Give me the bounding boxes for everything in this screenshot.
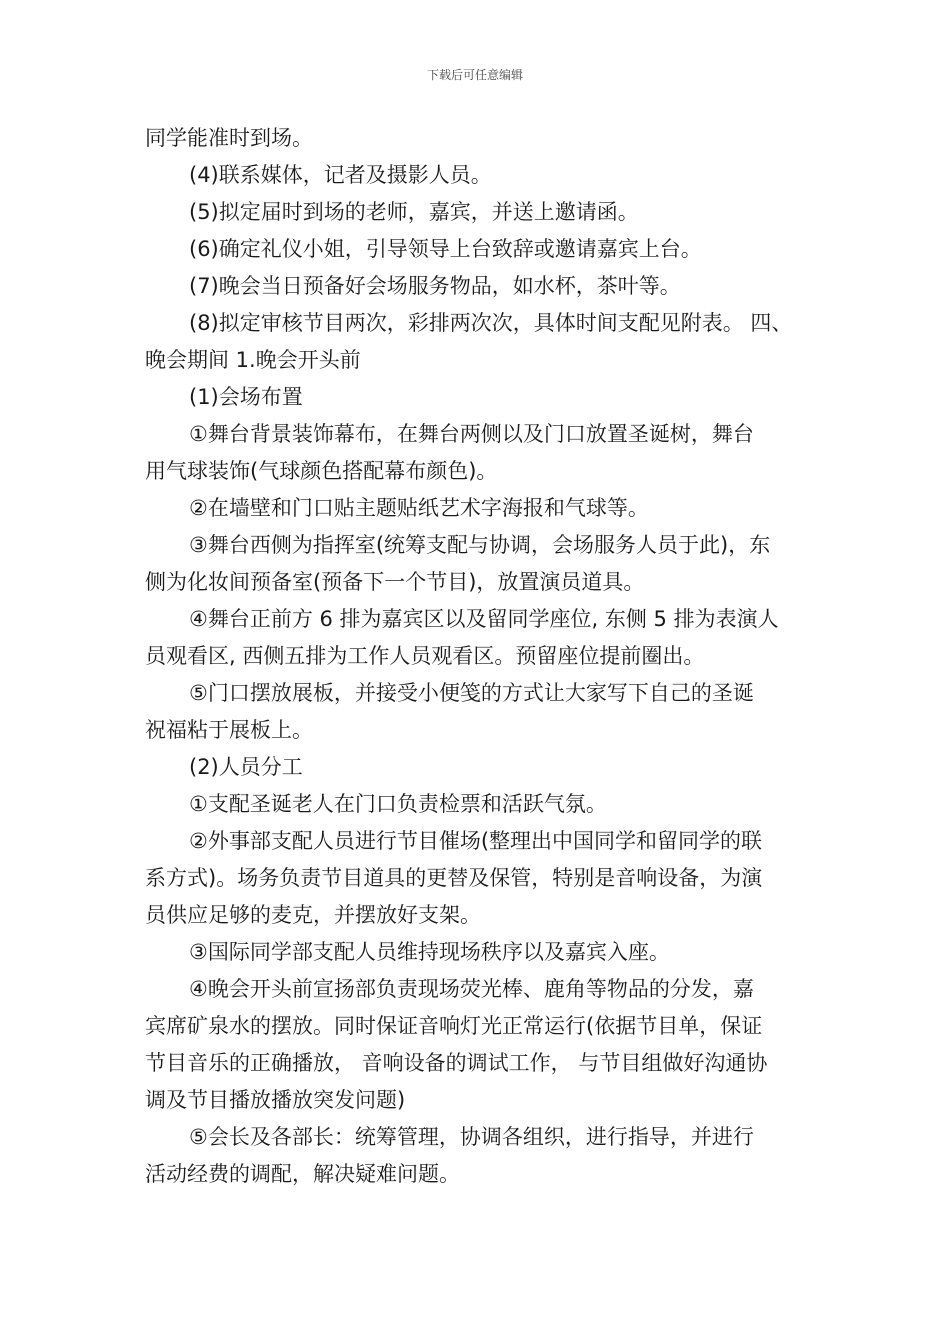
text-line: 员观看区, 西侧五排为工作人员观看区。预留座位提前圈出。 [145, 644, 705, 668]
text-line: (2)人员分工 [189, 755, 303, 779]
text-line: 节目音乐的正确播放， 音响设备的调试工作， 与节目组做好沟通协 [145, 1051, 768, 1075]
text-line: ④晚会开头前宣扬部负责现场荧光棒、鹿角等物品的分发，嘉 [189, 977, 754, 1001]
text-line: 祝福粘于展板上。 [145, 718, 313, 742]
text-line: (5)拟定届时到场的老师，嘉宾，并送上邀请函。 [189, 200, 639, 224]
text-line: 活动经费的调配，解决疑难问题。 [145, 1162, 460, 1186]
text-line: ⑤会长及各部长：统筹管理，协调各组织，进行指导，并进行 [189, 1125, 754, 1149]
text-line: 晚会期间 1.晚会开头前 [145, 348, 361, 372]
text-line: ④舞台正前方 6 排为嘉宾区以及留同学座位, 东侧 5 排为表演人 [189, 607, 779, 631]
text-line: 调及节目播放播放突发问题) [145, 1088, 406, 1112]
text-line: (6)确定礼仪小姐，引导领导上台致辞或邀请嘉宾上台。 [189, 237, 702, 261]
text-line: (4)联系媒体，记者及摄影人员。 [189, 163, 492, 187]
text-line: 宾席矿泉水的摆放。同时保证音响灯光正常运行(依据节目单，保证 [145, 1014, 763, 1038]
text-line: 同学能准时到场。 [145, 126, 313, 150]
text-line: 系方式)。场务负责节目道具的更替及保管，特别是音响设备，为演 [145, 866, 763, 890]
document-body [145, 120, 825, 1193]
text-line: ③舞台西侧为指挥室(统筹支配与协调，会场服务人员于此)，东 [189, 533, 771, 557]
text-line: 用气球装饰(气球颜色搭配幕布颜色)。 [145, 459, 498, 483]
text-line: ②在墙壁和门口贴主题贴纸艺术字海报和气球等。 [189, 496, 649, 520]
text-line: ①舞台背景装饰幕布，在舞台两侧以及门口放置圣诞树，舞台 [189, 422, 754, 446]
text-line: ②外事部支配人员进行节目催场(整理出中国同学和留同学的联 [189, 829, 763, 853]
text-line: ①支配圣诞老人在门口负责检票和活跃气氛。 [189, 792, 607, 816]
text-line: 员供应足够的麦克，并摆放好支架。 [145, 903, 481, 927]
text-line: ⑤门口摆放展板，并接受小便笺的方式让大家写下自己的圣诞 [189, 681, 754, 705]
text-line: (8)拟定审核节目两次，彩排两次次，具体时间支配见附表。 四、 [189, 311, 793, 335]
page-header: 下载后可任意编辑 [426, 68, 523, 82]
text-line: (1)会场布置 [189, 385, 303, 409]
text-line: ③国际同学部支配人员维持现场秩序以及嘉宾入座。 [189, 940, 670, 964]
text-line: 侧为化妆间预备室(预备下一个节目)，放置演员道具。 [145, 570, 645, 594]
text-line: (7)晚会当日预备好会场服务物品，如水杯，茶叶等。 [189, 274, 681, 298]
